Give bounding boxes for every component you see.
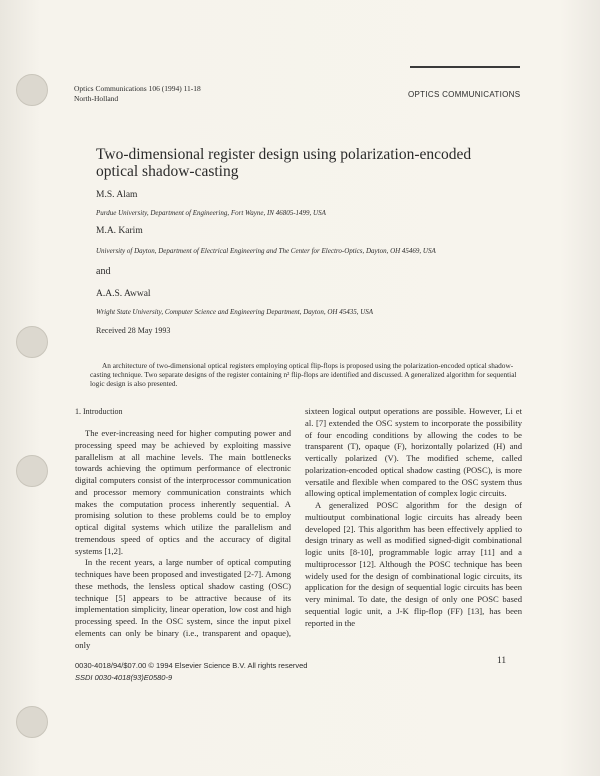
received-date: Received 28 May 1993 (96, 326, 171, 335)
copyright-line: 0030-4018/94/$07.00 © 1994 Elsevier Science B.V. All rights reserved (75, 661, 308, 670)
journal-brand: OPTICS COMMUNICATIONS (408, 90, 521, 99)
author-name: A.A.S. Awwal (96, 289, 151, 299)
body-column-left (75, 428, 291, 651)
punch-hole (16, 455, 48, 487)
author-affiliation: Wright State University, Computer Science and Engineering Department, Dayton, OH 45435, USA (96, 308, 374, 316)
section-heading: 1. Introduction (75, 407, 123, 416)
and-separator: and (96, 266, 111, 277)
paper-title: Two-dimensional register design using polarization-encoded optical shadow-casting (96, 146, 472, 180)
abstract: An architecture of two-dimensional optical registers employing optical flip-flops is proposed using the polarization-encoded optical shadow-casting technique. Two separate designs of the register containing n² flip-flops are identified and discussed. A generalized algorithm for sequential logic design is also presented. (90, 361, 517, 389)
page-number: 11 (497, 656, 507, 666)
paragraph: The ever-increasing need for higher computing power and processing speed may be achieved by exploiting massive parallelism at all machine levels. The main bottlenecks towards achieving the optimum performance of electronic digital computers consist of the interprocessor communication and processor memory communication constraints which makes the computation process inherently sequential. A promising solution to these problems could be to employ optical digital systems which utilize the parallelism and tremendous speed of optics and the accuracy of digital systems [1,2]. (75, 428, 291, 556)
author-name: M.A. Karim (96, 226, 143, 236)
punch-hole (16, 706, 48, 738)
paragraph: A generalized POSC algorithm for the design of multioutput combinational logic circuits has already been developed [2]. This algorithm has been effectively applied to design trinary as well as modified signed-digit combinational logic units [8-10], programmable logic array [11] and a multiprocessor [12]. Although the POSC technique has been widely used for the design of combinational logic circuits, its application for the design of sequential logic circuits has been very minimal. To date, the design of only one POSC based sequential logic unit, a J-K flip-flop (FF) [13], has been reported in the (305, 500, 522, 628)
body-column-right (305, 406, 522, 629)
journal-line-1: Optics Communications 106 (1994) 11-18 (74, 84, 201, 93)
ssdi-line: SSDI 0030-4018(93)E0580-9 (75, 673, 173, 682)
journal-citation (74, 84, 274, 104)
copyright-footer (75, 660, 435, 684)
paragraph: sixteen logical output operations are possible. However, Li et al. [7] extended the OSC system to incorporate the possibility of four encoding conditions by allowing the codes to be transparent (T), opaque (F), horizontally polarized (H) and vertically polarized (V). The modified scheme, called polarization-encoded optical shadow casting (POSC), is more versatile and flexible when compared to the OSC system thus allowing optical implementation of complex logic circuits. (305, 406, 522, 499)
author-affiliation: Purdue University, Department of Engineering, Fort Wayne, IN 46805-1499, USA (96, 209, 326, 217)
author-affiliation: University of Dayton, Department of Electrical Engineering and The Center for Electro-Optics, Dayton, OH 45469, USA (96, 247, 436, 255)
paragraph: In the recent years, a large number of optical computing techniques have been proposed and investigated [2-7]. Among these methods, the lensless optical shadow casting (OSC) technique [5] appears to be attractive because of its implementation simplicity, linear operation, low cost and high processing speed. In the OSC system, since the input pixel elements can only be binary (i.e., transparent and opaque), only (75, 557, 291, 650)
punch-hole (16, 74, 48, 106)
journal-line-2: North-Holland (74, 94, 119, 103)
punch-hole (16, 326, 48, 358)
author-name: M.S. Alam (96, 190, 138, 200)
brand-rule (410, 66, 520, 68)
